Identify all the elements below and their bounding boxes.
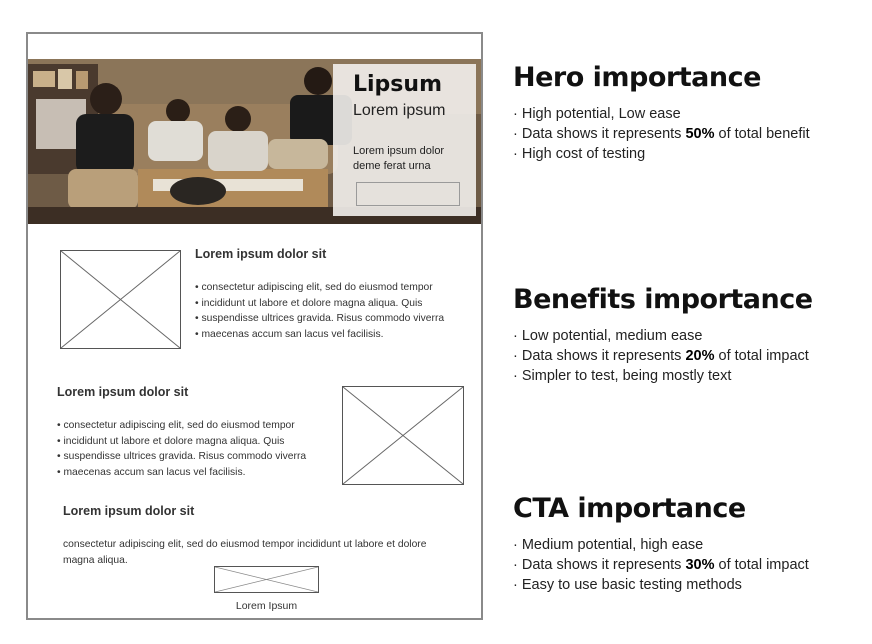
cta-label: Lorem Ipsum — [235, 600, 298, 612]
bullet-item: • maecenas accum san lacus vel facilisis. — [195, 328, 384, 340]
hero-text-panel — [333, 64, 476, 216]
annotation-point — [513, 326, 809, 346]
hero-banner — [28, 59, 481, 224]
annotation-point — [513, 555, 809, 575]
image-placeholder — [60, 250, 181, 349]
annotation-point-text: of total benefit — [714, 126, 810, 142]
section-title: Lorem ipsum dolor sit — [57, 385, 189, 399]
annotation-list-benefits — [513, 326, 809, 386]
annotation-point — [513, 144, 810, 164]
annotation-title-hero: Hero importance — [513, 62, 761, 93]
annotation-point — [513, 124, 810, 144]
section-bullet-list — [57, 418, 306, 480]
annotation-point-text: · Simpler to test, being mostly text — [513, 368, 732, 384]
annotation-point-text: · Low potential, medium ease — [513, 328, 703, 344]
annotation-point-text: 30% — [685, 557, 715, 573]
annotation-title-cta: CTA importance — [513, 493, 746, 524]
hero-body-text: Lorem ipsum dolor deme ferat urna — [353, 145, 445, 172]
annotation-point-text: · Data shows it represents — [513, 126, 686, 142]
section-paragraph: consectetur adipiscing elit, sed do eiusmod tempor incididunt ut labore et dolore magna aliqua. — [63, 539, 427, 566]
annotation-point-text: · Data shows it represents — [513, 557, 686, 573]
annotation-point-text: 50% — [685, 126, 715, 142]
bullet-item: • consectetur adipiscing elit, sed do eiusmod tempor — [195, 282, 433, 293]
annotation-list-hero — [513, 104, 810, 164]
cta-button[interactable] — [214, 566, 319, 593]
annotation-point — [513, 104, 810, 124]
annotation-point-text: of total impact — [714, 557, 809, 573]
image-placeholder — [342, 386, 464, 485]
annotation-point-text: · Medium potential, high ease — [513, 537, 704, 553]
annotation-point-text: · Easy to use basic testing methods — [513, 577, 742, 593]
annotation-point-text: · High potential, Low ease — [513, 106, 681, 122]
hero-subtitle: Lorem ipsum — [353, 102, 446, 119]
annotation-point-text: · Data shows it represents — [513, 348, 686, 364]
section-title: Lorem ipsum dolor sit — [195, 247, 327, 261]
annotation-list-cta — [513, 535, 809, 595]
bullet-item: • consectetur adipiscing elit, sed do eiusmod tempor — [57, 420, 295, 431]
annotation-title-benefits: Benefits importance — [513, 284, 813, 315]
section-title: Lorem ipsum dolor sit — [63, 504, 195, 518]
bullet-item: • maecenas accum san lacus vel facilisis. — [57, 466, 246, 478]
bullet-item: • suspendisse ultrices gravida. Risus commodo viverra — [57, 451, 307, 462]
annotation-point — [513, 346, 809, 366]
hero-cta-button[interactable] — [356, 182, 460, 206]
annotation-point-text: 20% — [685, 348, 715, 364]
annotation-point-text: of total impact — [714, 348, 809, 364]
bullet-item: • suspendisse ultrices gravida. Risus commodo viverra — [195, 313, 445, 324]
cta-placeholder-cross — [215, 567, 318, 592]
annotation-point — [513, 366, 809, 386]
hero-title: Lipsum — [353, 72, 442, 97]
landing-page-wireframe — [26, 32, 483, 620]
annotation-point-text: · High cost of testing — [513, 146, 646, 162]
bullet-item: • incididunt ut labore et dolore magna aliqua. Quis — [57, 435, 285, 447]
bullet-item: • incididunt ut labore et dolore magna aliqua. Quis — [195, 297, 423, 309]
annotation-point — [513, 575, 809, 595]
section-bullet-list — [195, 280, 444, 342]
annotation-point — [513, 535, 809, 555]
